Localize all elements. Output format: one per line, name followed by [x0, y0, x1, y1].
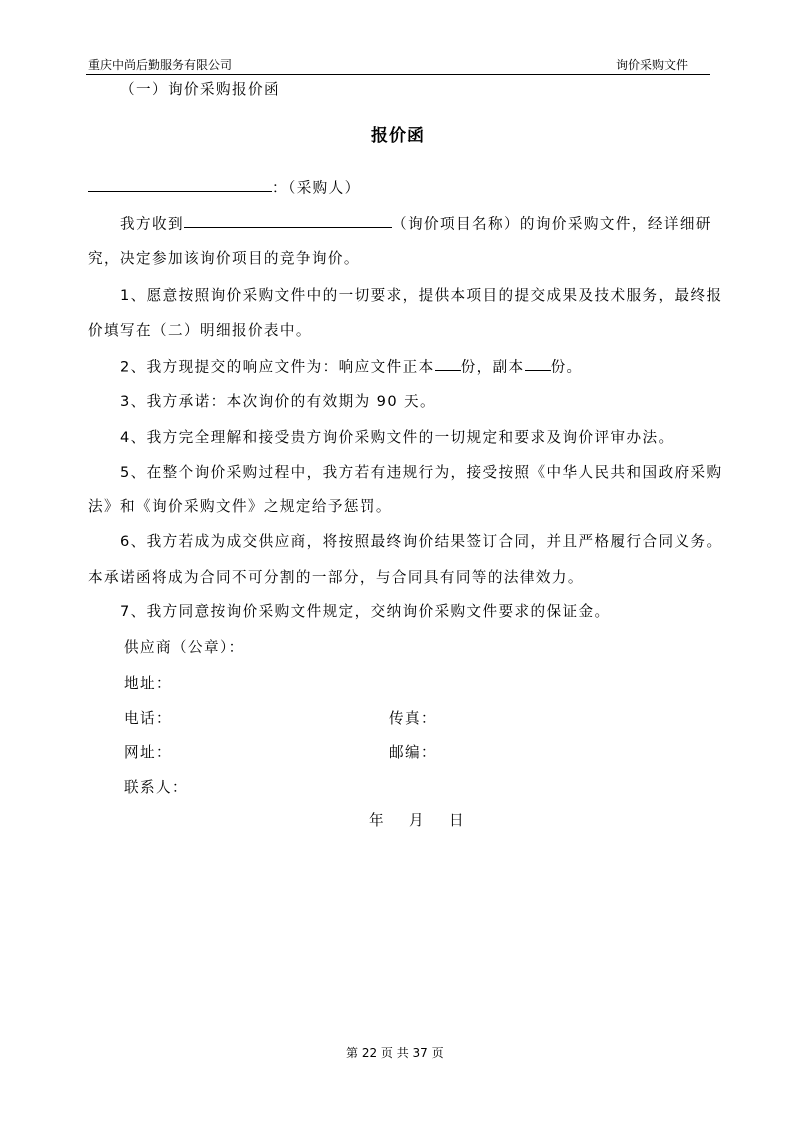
addressee-line	[88, 176, 361, 197]
paragraph-receipt	[120, 212, 712, 233]
item-6-line2: 本承诺函将成为合同不可分割的一部分，与合同具有同等的法律效力。	[88, 569, 584, 586]
original-copies-blank	[435, 355, 461, 371]
date-year: 年	[369, 812, 385, 829]
date-month: 月	[409, 812, 425, 829]
item-2-text: 2、我方现提交的响应文件为：响应文件正本	[120, 358, 435, 376]
header-doc-type: 询价采购文件	[616, 58, 689, 72]
item-6-line1: 6、我方若成为成交供应商，将按照最终询价结果签订合同，并且严格履行合同义务。	[120, 533, 723, 550]
supplier-seal-label: 供应商（公章）：	[124, 639, 245, 656]
date-day: 日	[449, 812, 465, 829]
item-2	[120, 355, 583, 376]
contact-label: 联系人：	[124, 779, 188, 796]
receipt-text-cont: （询价项目名称）的询价采购文件，经详细研	[391, 215, 712, 233]
fax-label: 传真：	[389, 710, 437, 727]
page-title: 报价函	[371, 126, 425, 146]
purchaser-blank	[88, 176, 272, 192]
item-5-line2: 法》和《询价采购文件》之规定给予惩罚。	[88, 498, 392, 515]
receipt-text: 我方收到	[120, 215, 184, 233]
item-7: 7、我方同意按询价采购文件规定，交纳询价采购文件要求的保证金。	[120, 603, 611, 620]
paragraph-receipt-line2: 究，决定参加该询价项目的竞争询价。	[88, 250, 360, 267]
website-label: 网址：	[124, 744, 172, 761]
item-2-text-b: 份，副本	[460, 358, 525, 376]
header-company: 重庆中尚后勤服务有限公司	[88, 58, 233, 72]
project-name-blank	[184, 212, 392, 228]
section-label: （一）询价采购报价函	[120, 81, 280, 98]
addressee-suffix: ：（采购人）	[272, 179, 361, 197]
item-5-line1: 5、在整个询价采购过程中，我方若有违规行为，接受按照《中华人民共和国政府采购	[120, 464, 723, 481]
address-label: 地址：	[124, 675, 172, 692]
item-1-line1: 1、愿意按照询价采购文件中的一切要求，提供本项目的提交成果及技术服务，最终报	[120, 287, 723, 304]
item-1-line2: 价填写在（二）明细报价表中。	[88, 322, 312, 339]
duplicate-copies-blank	[525, 355, 551, 371]
item-2-text-c: 份。	[550, 358, 583, 376]
item-4: 4、我方完全理解和接受贵方询价采购文件的一切规定和要求及询价评审办法。	[120, 429, 675, 446]
item-3: 3、我方承诺：本次询价的有效期为 90 天。	[120, 393, 437, 410]
phone-label: 电话：	[124, 710, 172, 727]
page-number: 第 22 页 共 37 页	[346, 1046, 444, 1060]
header-divider	[86, 74, 710, 75]
postcode-label: 邮编：	[389, 744, 437, 761]
